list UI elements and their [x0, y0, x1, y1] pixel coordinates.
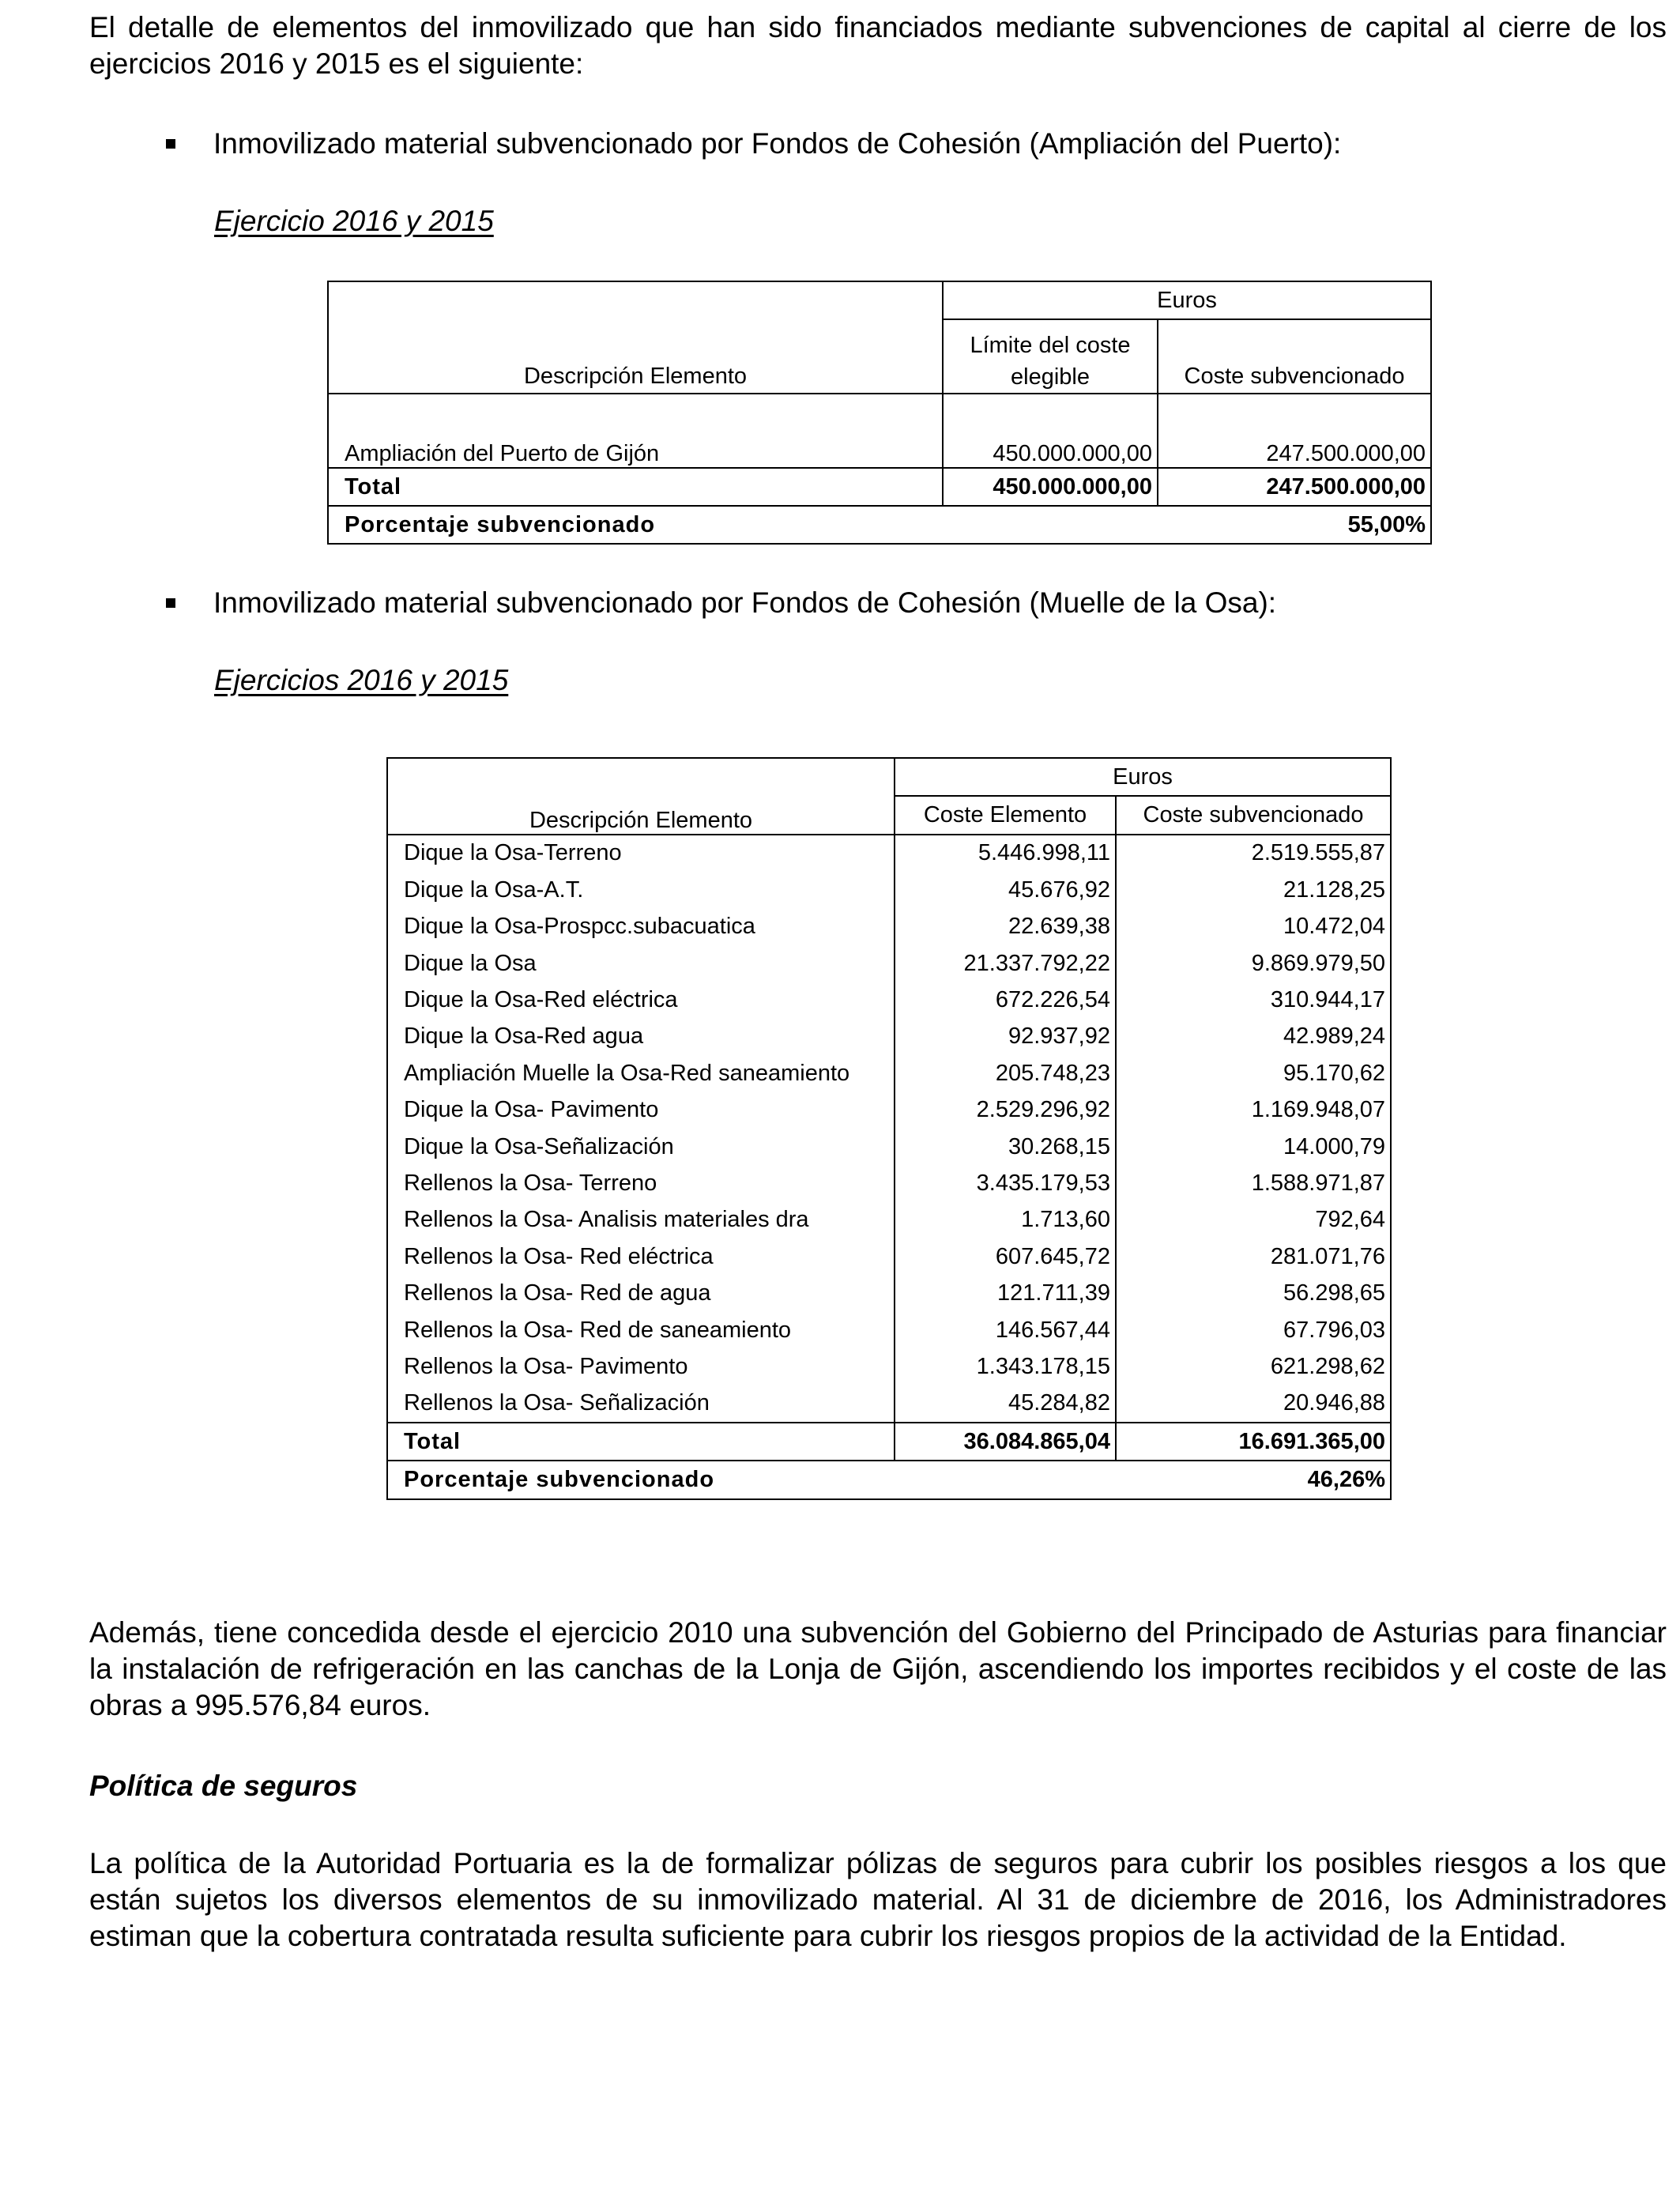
cell-coste-elemento: 45.676,92: [895, 872, 1116, 908]
cell-coste-subvencionado: 310.944,17: [1116, 982, 1391, 1018]
header-euros: Euros: [895, 758, 1391, 796]
table-body: [387, 835, 1391, 1423]
cell-descripcion: Rellenos la Osa- Señalización: [404, 1390, 710, 1416]
cell-coste-elemento: 22.639,38: [895, 909, 1116, 945]
cell-coste-subvencionado: 10.472,04: [1116, 909, 1391, 945]
cell-coste-subvencionado: 20.946,88: [1116, 1385, 1391, 1423]
header-euros: Euros: [943, 281, 1431, 319]
table-ampliacion-puerto: [327, 281, 1432, 545]
table-row: [387, 1129, 1391, 1165]
header-limite-coste: [943, 319, 1158, 394]
cell-descripcion: Rellenos la Osa- Analisis materiales dra: [404, 1207, 809, 1233]
total-subsidized: 247.500.000,00: [1158, 468, 1431, 506]
table-row-desc: Ampliación del Puerto de Gijón: [328, 394, 943, 468]
cell-coste-subvencionado: 281.071,76: [1116, 1238, 1391, 1275]
total-label: Total: [387, 1423, 895, 1461]
cell-descripcion: Rellenos la Osa- Red eléctrica: [404, 1243, 714, 1269]
cell-descripcion: Dique la Osa-A.T.: [404, 876, 584, 903]
table-row: [387, 1165, 1391, 1201]
cell-coste-subvencionado: 42.989,24: [1116, 1019, 1391, 1055]
table-row: [387, 1385, 1391, 1423]
cell-coste-subvencionado: 56.298,65: [1116, 1275, 1391, 1311]
cell-coste-elemento: 45.284,82: [895, 1385, 1116, 1423]
cell-descripcion: Dique la Osa: [404, 950, 537, 976]
subheading-ejercicios: Ejercicios 2016 y 2015: [214, 664, 509, 696]
cell-coste-subvencionado: 67.796,03: [1116, 1312, 1391, 1348]
percent-value: 55,00%: [1158, 506, 1431, 544]
cell-descripcion: Dique la Osa-Red eléctrica: [404, 987, 678, 1013]
lonja-paragraph: Además, tiene concedida desde el ejercicio 2010 una subvención del Gobierno del Principado de Asturias para financiar la instalación de refrigeración en las canchas de la Lonja de Gijón, ascendiendo los importes recibidos y el coste de las obras a 995.576,84 euros.: [89, 1616, 1667, 1721]
table-row: [387, 835, 1391, 872]
intro-paragraph: El detalle de elementos del inmovilizado que han sido financiados mediante subvenciones de capital al cierre de los ejercicios 2016 y 2015 es el siguiente:: [89, 11, 1667, 80]
insurance-title: Política de seguros: [89, 1770, 358, 1802]
cell-coste-subvencionado: 1.169.948,07: [1116, 1092, 1391, 1129]
table-row: [387, 1275, 1391, 1311]
header-limite-line2: elegible: [1011, 364, 1090, 390]
cell-coste-elemento: 30.268,15: [895, 1129, 1116, 1165]
cell-coste-elemento: 121.711,39: [895, 1275, 1116, 1311]
table-row: [387, 1348, 1391, 1385]
cell-descripcion: Dique la Osa- Pavimento: [404, 1097, 659, 1123]
bullet-text: Inmovilizado material subvencionado por Fondos de Cohesión (Ampliación del Puerto):: [213, 127, 1342, 160]
total-subsidized: 16.691.365,00: [1116, 1423, 1391, 1461]
header-descripcion: Descripción Elemento: [523, 364, 748, 389]
cell-coste-subvencionado: 2.519.555,87: [1116, 835, 1391, 872]
total-label: Total: [328, 468, 943, 506]
cell-descripcion: Dique la Osa-Red agua: [404, 1023, 644, 1050]
cell-coste-subvencionado: 9.869.979,50: [1116, 945, 1391, 982]
insurance-paragraph: La política de la Autoridad Portuaria es la de formalizar pólizas de seguros para cubrir los posibles riesgos a los que están sujetos los diversos elementos de su inmovilizado material. Al 31 de diciembre de 2016, los Administradores estiman que la cobertura contratada resulta suficiente para cubrir los riesgos propios de la actividad de la Entidad.: [89, 1847, 1667, 1952]
table-row-subsidized: 247.500.000,00: [1158, 394, 1431, 468]
cell-coste-subvencionado: 21.128,25: [1116, 872, 1391, 908]
cell-coste-elemento: 146.567,44: [895, 1312, 1116, 1348]
cell-coste-elemento: 3.435.179,53: [895, 1165, 1116, 1201]
percent-label: Porcentaje subvencionado: [387, 1461, 1116, 1498]
cell-coste-subvencionado: 621.298,62: [1116, 1348, 1391, 1385]
cell-descripcion: Ampliación Muelle la Osa-Red saneamiento: [404, 1060, 850, 1086]
table-row: [387, 945, 1391, 982]
cell-coste-elemento: 672.226,54: [895, 982, 1116, 1018]
percent-value: 46,26%: [1116, 1461, 1391, 1498]
table-muelle-osa: [386, 757, 1392, 1500]
cell-coste-subvencionado: 1.588.971,87: [1116, 1165, 1391, 1201]
cell-coste-elemento: 607.645,72: [895, 1238, 1116, 1275]
cell-descripcion: Dique la Osa-Señalización: [404, 1133, 674, 1159]
subheading-ejercicio: Ejercicio 2016 y 2015: [214, 205, 494, 237]
table-row: [387, 1055, 1391, 1091]
cell-coste-elemento: 21.337.792,22: [895, 945, 1116, 982]
header-coste-elemento: Coste Elemento: [895, 796, 1116, 834]
cell-coste-elemento: 92.937,92: [895, 1019, 1116, 1055]
cell-coste-subvencionado: 792,64: [1116, 1202, 1391, 1238]
cell-coste-elemento: 5.446.998,11: [895, 835, 1116, 872]
cell-descripcion: Dique la Osa-Prospcc.subacuatica: [404, 914, 755, 940]
header-limite-line1: Límite del coste: [970, 333, 1131, 358]
cell-descripcion: Rellenos la Osa- Terreno: [404, 1170, 657, 1196]
header-descripcion: Descripción Elemento: [529, 807, 753, 833]
cell-coste-elemento: 2.529.296,92: [895, 1092, 1116, 1129]
table-row: [387, 909, 1391, 945]
total-cost: 36.084.865,04: [895, 1423, 1116, 1461]
table-row: [387, 872, 1391, 908]
cell-descripcion: Dique la Osa-Terreno: [387, 835, 895, 872]
total-limit: 450.000.000,00: [943, 468, 1158, 506]
cell-coste-elemento: 1.343.178,15: [895, 1348, 1116, 1385]
percent-label: Porcentaje subvencionado: [328, 506, 1158, 544]
cell-coste-subvencionado: 95.170,62: [1116, 1055, 1391, 1091]
table-row: [387, 1312, 1391, 1348]
cell-coste-elemento: 205.748,23: [895, 1055, 1116, 1091]
cell-coste-subvencionado: 14.000,79: [1116, 1129, 1391, 1165]
header-coste-subvencionado: Coste subvencionado: [1116, 796, 1391, 834]
table-row: [387, 1202, 1391, 1238]
table-row-limit: 450.000.000,00: [943, 394, 1158, 468]
table-row: [387, 982, 1391, 1018]
table-row: [387, 1238, 1391, 1275]
bullet-text: Inmovilizado material subvencionado por Fondos de Cohesión (Muelle de la Osa):: [213, 586, 1277, 619]
cell-descripcion: Rellenos la Osa- Red de saneamiento: [404, 1317, 792, 1343]
cell-coste-elemento: 1.713,60: [895, 1202, 1116, 1238]
table-row: [387, 1019, 1391, 1055]
header-coste-subvencionado: Coste subvencionado: [1158, 319, 1431, 394]
cell-descripcion: Rellenos la Osa- Pavimento: [404, 1353, 688, 1379]
cell-descripcion: Rellenos la Osa- Red de agua: [404, 1280, 711, 1306]
table-row: [387, 1092, 1391, 1129]
